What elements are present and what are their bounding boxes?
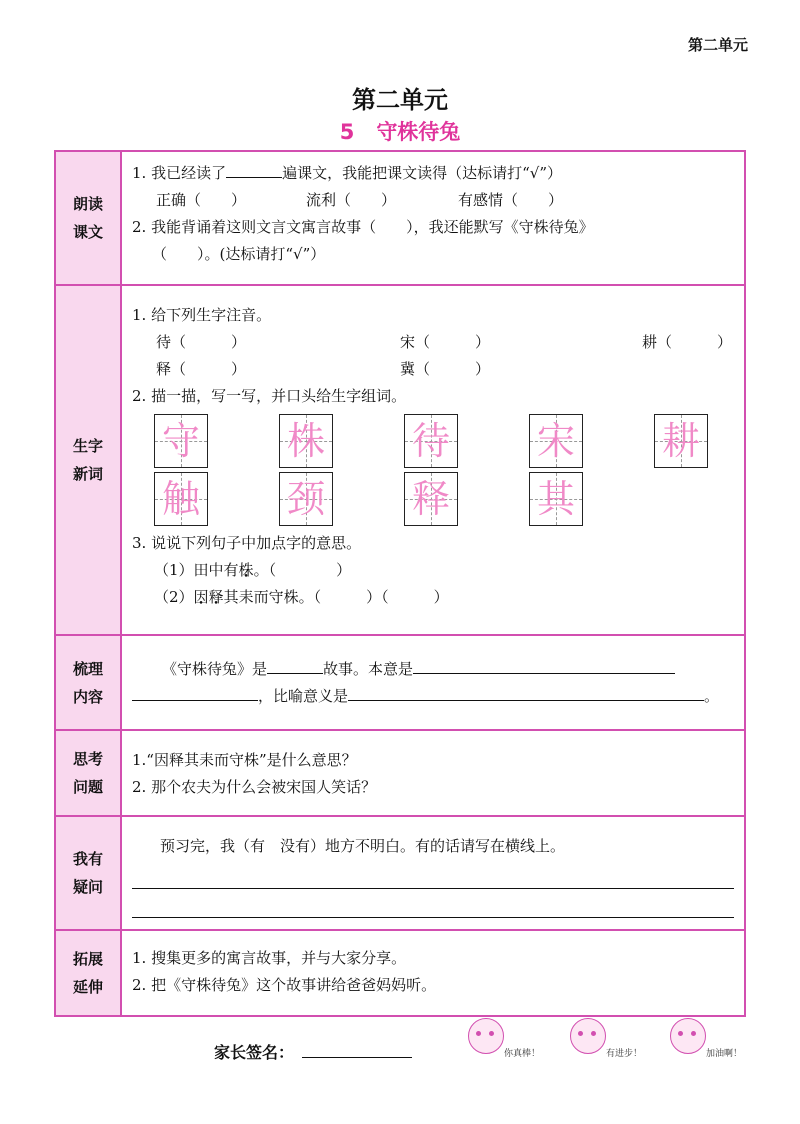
read-line-3: 2. 我能背诵着这则文言文寓言故事（ ），我还能默写《守株待兔》: [132, 218, 594, 236]
sticker-text-3: 加油啊！: [706, 1049, 743, 1059]
ask-answer-line-2[interactable]: [132, 889, 734, 918]
pinyin-song[interactable]: 宋（ ）: [400, 333, 491, 351]
s1-dotted-char: 株: [238, 561, 254, 579]
words-q1: 1. 给下列生字注音。: [132, 306, 272, 324]
sort-c: ，比喻意义是: [258, 687, 349, 705]
think-q2: 2. 那个农夫为什么会被宋国人笑话？: [132, 778, 377, 796]
label-sort-2: 内容: [72, 687, 103, 706]
s1-answer[interactable]: 。（ ）: [253, 561, 352, 579]
trace-char: 颈: [286, 476, 325, 521]
label-ask-2: 疑问: [72, 878, 103, 896]
s2-answer[interactable]: 其耒而守株。（ ）（ ）: [223, 588, 449, 606]
label-read-1: 朗读: [72, 195, 103, 213]
signature-blank[interactable]: [302, 1040, 412, 1058]
sign-label: 家长签名：: [214, 1043, 295, 1062]
label-ask-1: 我有: [72, 850, 103, 868]
label-extend-2: 延伸: [72, 978, 103, 996]
trace-char: 守: [161, 418, 200, 463]
read-line-2: [132, 187, 734, 214]
sort-metaphor-blank[interactable]: [348, 683, 704, 701]
sticker-text-2: 有进步！: [606, 1049, 643, 1059]
sort-body: [121, 635, 745, 730]
tian-grid-cell[interactable]: [654, 414, 708, 468]
think-q1: 1.“因释其耒而守株”是什么意思？: [132, 751, 357, 769]
trace-char: 触: [161, 476, 200, 521]
extend-e1: 1. 搜集更多的寓言故事，并与大家分享。: [132, 949, 407, 967]
trace-char: 耕: [661, 418, 700, 463]
label-words: [55, 285, 121, 635]
pinyin-shi[interactable]: 释（ ）: [156, 360, 247, 378]
label-extend: [55, 930, 121, 1016]
lesson-number: 5: [339, 120, 355, 144]
trace-char: 其: [536, 476, 575, 521]
sticker-text-1: 你真棒！: [504, 1049, 541, 1059]
worksheet-table: [54, 150, 746, 1017]
trace-char: 待: [411, 418, 450, 463]
section-read: [55, 151, 745, 285]
s1-pre: （1）田中有: [154, 561, 239, 579]
sort-b: 故事。本意是: [323, 660, 414, 678]
lesson-title: [0, 116, 800, 146]
tian-grid-cell[interactable]: [154, 472, 208, 526]
tian-grid-cell[interactable]: [529, 414, 583, 468]
tian-grid-cell[interactable]: [404, 414, 458, 468]
label-sort-1: 梳理: [72, 659, 103, 678]
ask-answer-line-1[interactable]: [132, 860, 734, 889]
label-read: [55, 151, 121, 285]
cat-face-icon: [670, 1018, 706, 1054]
pinyin-row-2: [132, 356, 734, 383]
words-q3: 3. 说说下列句子中加点字的意思。: [132, 534, 362, 552]
read-correct[interactable]: 正确（ ）: [156, 191, 247, 209]
sort-line-1: [132, 656, 734, 683]
sort-type-blank[interactable]: [267, 656, 323, 674]
read-line-4: （ ）。(达标请打“√”）: [152, 245, 326, 263]
section-extend: [55, 930, 745, 1016]
pinyin-row-1: [132, 329, 734, 356]
sort-a: 《守株待兔》是: [162, 660, 268, 678]
trace-char: 株: [286, 418, 325, 463]
read-body: [121, 151, 745, 285]
section-sort: [55, 635, 745, 730]
label-ask: [55, 816, 121, 930]
label-think-1: 思考: [72, 750, 103, 768]
ask-body: [121, 816, 745, 930]
read-count-blank[interactable]: [226, 160, 282, 178]
tian-grid-cell[interactable]: [154, 414, 208, 468]
char-grid-row-2: [154, 472, 734, 526]
read-fluent[interactable]: 流利（ ）: [306, 191, 397, 209]
label-sort: [55, 635, 121, 730]
label-extend-1: 拓展: [72, 950, 103, 968]
tian-grid-cell[interactable]: [529, 472, 583, 526]
read-l1b: 遍课文，我能把课文读得（达标请打“√”）: [282, 164, 562, 182]
tian-grid-cell[interactable]: [404, 472, 458, 526]
sort-d: 。: [704, 687, 720, 705]
extend-e2: 2. 把《守株待兔》这个故事讲给爸爸妈妈听。: [132, 976, 437, 994]
s2-dotted-char-1: 因: [193, 588, 209, 606]
section-ask: [55, 816, 745, 930]
section-words: [55, 285, 745, 635]
unit-title: 第二单元: [352, 86, 448, 114]
corner-unit-label: 第二单元: [687, 36, 748, 54]
trace-char: 释: [411, 476, 450, 521]
label-read-2: 课文: [72, 223, 103, 241]
s2-pre: （2）: [154, 588, 194, 606]
cat-face-icon: [570, 1018, 606, 1054]
s2-dotted-char-2: 释: [208, 588, 224, 606]
trace-char: 宋: [536, 418, 575, 463]
read-line-1: [132, 160, 734, 187]
label-words-1: 生字: [72, 437, 103, 455]
read-l1a: 1. 我已经读了: [132, 164, 227, 182]
extend-body: [121, 930, 745, 1016]
ask-text: 预习完，我（有 没有）地方不明白。有的话请写在横线上。: [160, 837, 566, 855]
sentence-2: [132, 584, 734, 611]
think-body: [121, 730, 745, 816]
words-q2: 2. 描一描，写一写，并口头给生字组词。: [132, 387, 407, 405]
label-think: [55, 730, 121, 816]
sticker-cheer: [664, 1018, 744, 1068]
read-emotion[interactable]: 有感情（ ）: [458, 191, 564, 209]
sentence-1: [132, 557, 734, 584]
sticker-progress: [564, 1018, 644, 1068]
sort-meaning-blank-2[interactable]: [132, 683, 258, 701]
tian-grid-cell[interactable]: [279, 472, 333, 526]
words-body: [121, 285, 745, 635]
lesson-name: 守株待兔: [376, 120, 461, 144]
char-grid-row-1: [154, 414, 734, 468]
section-think: [55, 730, 745, 816]
parent-signature: [214, 1040, 412, 1063]
sort-meaning-blank[interactable]: [413, 656, 675, 674]
cat-face-icon: [468, 1018, 504, 1054]
pinyin-dai[interactable]: 待（ ）: [156, 333, 247, 351]
label-words-2: 新词: [72, 465, 103, 483]
pinyin-ji[interactable]: 冀（ ）: [400, 360, 491, 378]
pinyin-geng[interactable]: 耕（ ）: [642, 333, 733, 351]
label-think-2: 问题: [72, 778, 103, 796]
sort-line-2: [132, 683, 734, 710]
tian-grid-cell[interactable]: [279, 414, 333, 468]
sticker-praise: [462, 1018, 542, 1068]
